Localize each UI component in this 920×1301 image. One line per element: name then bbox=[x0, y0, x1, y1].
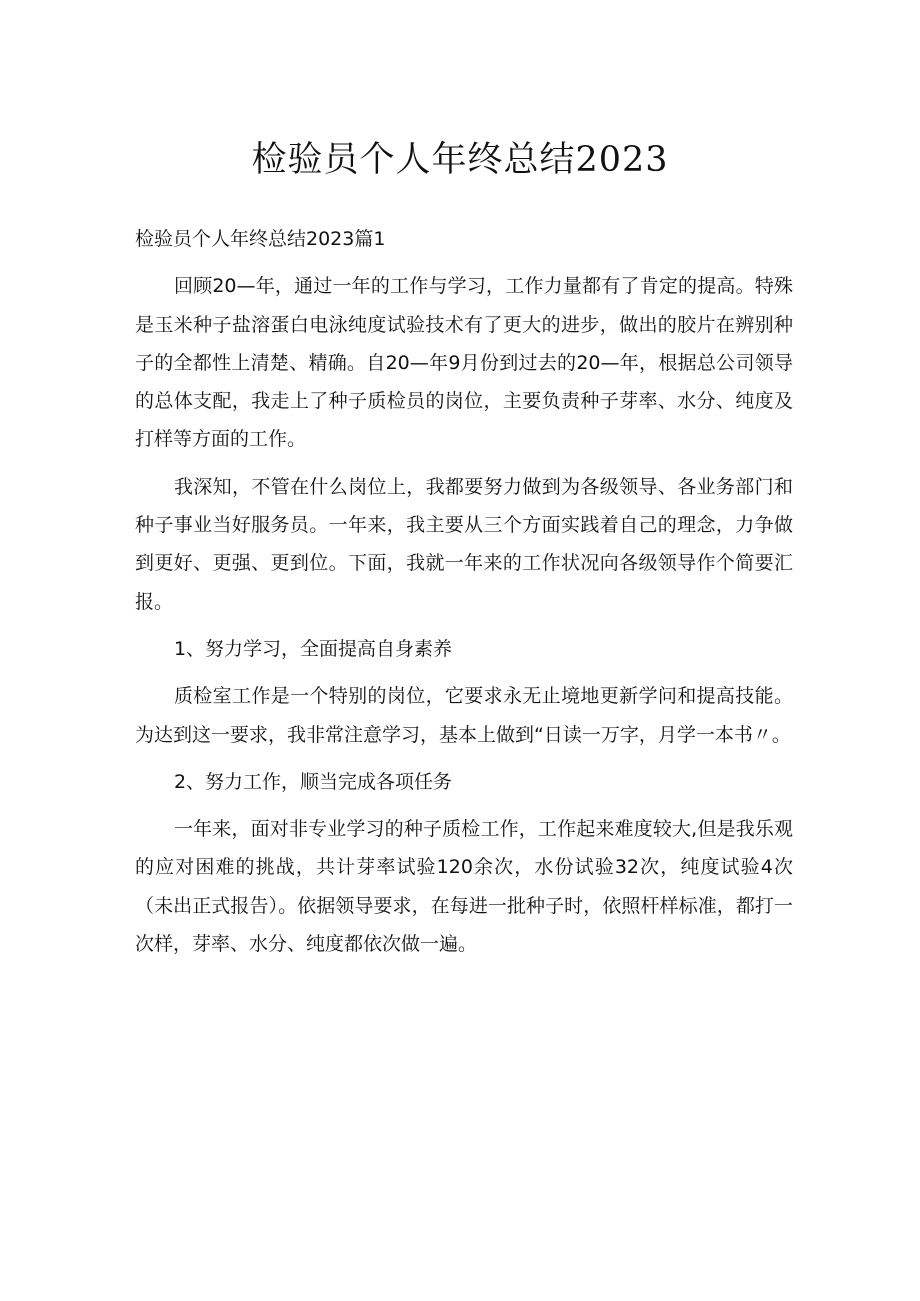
section-heading-study: 1、努力学习，全面提高自身素养 bbox=[173, 637, 453, 660]
paragraph-review: 回顾20—年，通过一年的工作与学习，工作力量都有了肯定的提高。特殊是玉米种子盐溶蛋白电泳纯度试验技术有了更大的进步，做出的胶片在辨别种子的全都性上清楚、精确。自20—年9月份到过去的20—年，根据总公司领导的总体支配，我走上了种子质检员的岗位，主要负责种子芽率、水分、纯度及打样等方面的工作。 bbox=[135, 275, 793, 451]
paragraph-study: 质检室工作是一个特别的岗位，它要求永无止境地更新学问和提高技能。为达到这一要求，我非常注意学习，基本上做到“日读一万字，月学一本书〃。 bbox=[135, 685, 793, 746]
document-body bbox=[135, 220, 793, 972]
document-subtitle: 检验员个人年终总结2023篇1 bbox=[135, 228, 386, 250]
document-title: 检验员个人年终总结2023 bbox=[251, 140, 669, 180]
paragraph-work: 一年来，面对非专业学习的种子质检工作，工作起来难度较大,但是我乐观的应对困难的挑战，共计芽率试验120余次，水份试验32次，纯度试验4次（未出正式报告）。依据领导要求，在每进一批种子时，依照杆样标准，都打一次样，芽率、水分、纯度都依次做一遍。 bbox=[135, 818, 793, 956]
section-heading-work: 2、努力工作，顺当完成各项任务 bbox=[173, 770, 453, 793]
paragraph-service-commitment: 我深知，不管在什么岗位上，我都要努力做到为各级领导、各业务部门和种子事业当好服务员。一年来，我主要从三个方面实践着自己的理念，力争做到更好、更强、更到位。下面，我就一年来的工作状况向各级领导作个简要汇报。 bbox=[135, 475, 793, 613]
